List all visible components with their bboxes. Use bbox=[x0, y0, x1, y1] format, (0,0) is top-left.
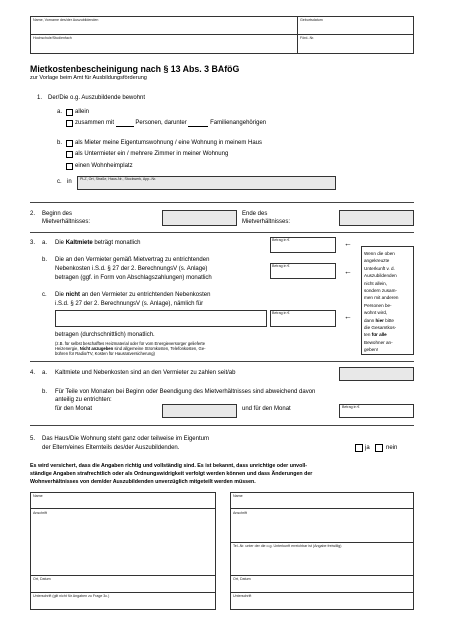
arrow-left-icon: ← bbox=[344, 239, 352, 248]
s3c-label: c. bbox=[42, 292, 47, 298]
utilities-line-2: Nebenkosten i.S.d. § 27 der 2. BerechnungsV (s. Anlage) bbox=[55, 266, 208, 272]
note-post: sind allgemeine Stromkosten, Telefonkosten, Ge- bbox=[114, 346, 206, 351]
other-costs-desc-input[interactable] bbox=[55, 310, 267, 327]
s1c-label: c. bbox=[57, 179, 62, 185]
second-month-amount-label: Betrag in € bbox=[342, 405, 360, 409]
ownership-line-1: Das Haus/Die Wohnung steht ganz oder teilweise im Eigentum bbox=[42, 436, 209, 442]
s1-number: 1. bbox=[37, 95, 43, 101]
other-costs-line-3: betragen (durchschnittlich) monatlich. bbox=[55, 332, 155, 338]
first-month-input[interactable] bbox=[162, 404, 237, 418]
s2-number: 2. bbox=[30, 211, 36, 217]
s1c-in-label: in bbox=[67, 179, 72, 185]
right-signature-label: Unterschrift bbox=[233, 594, 252, 598]
payment-since-input[interactable] bbox=[339, 367, 414, 381]
other-costs-amount-label: Betrag in € bbox=[272, 311, 290, 315]
second-month-label: und für den Monat bbox=[242, 406, 291, 412]
divider-2 bbox=[30, 232, 414, 233]
partial-months-line-1: Für Teile von Monaten bei Beginn oder Beendigung des Mietverhältnisses sind abweichend davon bbox=[55, 389, 316, 395]
ownership-no-label: nein bbox=[386, 445, 398, 451]
left-address-input[interactable] bbox=[31, 516, 215, 574]
cold-rent-amount-label: Betrag in € bbox=[272, 238, 290, 242]
tenant-checkbox[interactable] bbox=[66, 140, 73, 147]
arrow-left-icon: ← bbox=[344, 312, 352, 321]
divider-3 bbox=[30, 361, 414, 362]
payment-since-text: Kaltmiete und Nebenkosten sind an den Vermieter zu zahlen seit/ab bbox=[55, 370, 236, 376]
begin-label-1: Beginn des bbox=[42, 211, 73, 217]
side-note-line: die Gesamtkos- bbox=[364, 325, 397, 331]
other-costs-post: an den Vermieter zu entrichtenden Nebenkosten bbox=[81, 292, 211, 298]
persons-count-input[interactable] bbox=[116, 121, 134, 127]
end-label-2: Mietverhältnisses: bbox=[242, 219, 291, 225]
side-note-line: wohnt wird, bbox=[364, 310, 388, 316]
other-costs-pre: Die bbox=[55, 292, 65, 298]
subtenant-checkbox[interactable] bbox=[66, 151, 73, 158]
right-divider bbox=[230, 575, 414, 576]
note-bold: Nicht anzugeben bbox=[79, 346, 114, 351]
cold-rent-bold: Kaltmiete bbox=[65, 240, 93, 246]
right-address-input[interactable] bbox=[231, 516, 413, 541]
side-note-line-rich: dann hier bitte bbox=[364, 317, 394, 323]
right-date-input[interactable] bbox=[231, 582, 413, 591]
left-signature-input[interactable] bbox=[31, 599, 215, 609]
left-address-label: Anschrift bbox=[33, 511, 47, 515]
right-address-label: Anschrift bbox=[233, 511, 247, 515]
s3-number: 3. bbox=[30, 240, 36, 246]
utilities-line-3: betragen (ggf. in Form von Abschlagszahlungen) monatlich bbox=[55, 275, 212, 281]
birthdate-field-label: Geburtsdatum bbox=[300, 18, 323, 22]
side-note-line: angekreuzte bbox=[364, 258, 390, 264]
side-note-line: nicht allein, bbox=[364, 280, 387, 286]
dorm-checkbox[interactable] bbox=[66, 163, 73, 170]
right-divider bbox=[230, 592, 414, 593]
note-pre: Heizenergie, bbox=[55, 346, 79, 351]
right-signature-input[interactable] bbox=[231, 599, 413, 609]
dorm-label: einen Wohnheimplatz bbox=[75, 163, 133, 169]
left-divider bbox=[30, 508, 216, 509]
left-date-label: Ort, Datum bbox=[33, 577, 51, 581]
s4-number: 4. bbox=[30, 370, 36, 376]
left-signature-label: Unterschrift (gilt nicht für Angaben zu Frage 3c.) bbox=[33, 594, 110, 598]
side-note-line: geben! bbox=[364, 347, 379, 353]
first-month-label: für den Monat bbox=[55, 406, 93, 412]
utilities-line-1: Die an den Vermieter gemäß Mietvertrag zu entrichtenden bbox=[55, 257, 210, 263]
cold-rent-pre: Die bbox=[55, 240, 65, 246]
declaration-line-1: Es wird versichert, dass die Angaben richtig und vollständig sind. Es ist bekannt, dass unrichtige oder unvoll- bbox=[30, 463, 308, 469]
left-name-input[interactable] bbox=[31, 499, 215, 507]
address-field-label: PLZ, Ort, Straße, Haus-Nr., Stockwerk, App.-Nr. bbox=[80, 177, 157, 181]
right-date-label: Ort, Datum bbox=[233, 577, 251, 581]
tenant-label: als Mieter meine Eigentumswohnung / eine Wohnung in meinem Haus bbox=[75, 140, 262, 146]
right-phone-label: Tel.-Nr. unter der die o.g. Unterkunft erreichbar ist (Angabe freiwillig) bbox=[233, 544, 342, 548]
side-note-line: men mit anderen bbox=[364, 295, 399, 301]
school-input[interactable] bbox=[31, 41, 296, 53]
right-name-label: Name bbox=[233, 494, 243, 498]
s1b-label: b. bbox=[57, 140, 63, 146]
left-divider bbox=[30, 575, 216, 576]
ownership-no-checkbox[interactable] bbox=[375, 444, 383, 452]
left-date-input[interactable] bbox=[31, 582, 215, 591]
side-note-line: Bewohner an- bbox=[364, 339, 393, 345]
declaration-line-3: Wohnverhältnisses von dem/der Auszubildenden unverzüglich mitgeteilt werden müssen. bbox=[30, 479, 256, 485]
shared-row bbox=[75, 120, 266, 127]
page-subtitle: zur Vorlage beim Amt für Ausbildungsförderung bbox=[30, 75, 147, 81]
birthdate-input[interactable] bbox=[298, 23, 413, 33]
divider-4 bbox=[30, 425, 414, 426]
shared-label-post: Familienangehörigen bbox=[210, 120, 267, 126]
end-label-1: Ende des bbox=[242, 211, 268, 217]
school-field-label: Hochschule/Studienfach bbox=[33, 36, 72, 40]
other-costs-bold: nicht bbox=[65, 292, 81, 298]
ownership-yes-label: ja bbox=[365, 445, 370, 451]
right-divider bbox=[230, 542, 414, 543]
alone-label: allein bbox=[75, 109, 90, 115]
side-note-line: sondern zusam- bbox=[364, 288, 397, 294]
begin-date-input[interactable] bbox=[162, 210, 237, 226]
ownership-yes-checkbox[interactable] bbox=[355, 444, 363, 452]
s1-heading: Der/Die o.g. Auszubildende bewohnt bbox=[48, 95, 146, 101]
shared-checkbox[interactable] bbox=[66, 120, 73, 127]
funding-number-input[interactable] bbox=[298, 41, 413, 53]
side-note-line: Auszubildenden bbox=[364, 273, 397, 279]
other-costs-line-1 bbox=[55, 292, 210, 299]
ownership-line-2: der Eltern/eines Elternteils des/der Auszubildenden. bbox=[42, 445, 180, 451]
family-count-input[interactable] bbox=[188, 121, 208, 127]
name-field-label: Name, Vorname des/der Auszubildenden bbox=[33, 18, 99, 22]
left-divider bbox=[30, 592, 216, 593]
declaration-line-2: ständige Angaben strafrechtlich oder als Ordnungswidrigkeit verfolgt werden können und dass Änderungen der bbox=[30, 471, 313, 477]
cold-rent-post: beträgt monatlich bbox=[94, 240, 141, 246]
funding-number-label: Förd.-Nr. bbox=[300, 36, 315, 40]
other-costs-note-1: (z.B. für selbst beschafftes Heizmaterial oder für vom Energieversorger gelieferte bbox=[55, 341, 206, 346]
side-note-line: Unterkunft v. d. bbox=[364, 265, 395, 271]
right-divider bbox=[230, 508, 414, 509]
s1a-label: a. bbox=[57, 109, 63, 115]
other-costs-line-2: i.S.d. § 27 der 2. BerechnungsV (s. Anlage), nämlich für bbox=[55, 301, 204, 307]
subtenant-label: als Untermieter ein / mehrere Zimmer in meiner Wohnung bbox=[75, 151, 229, 157]
right-name-input[interactable] bbox=[231, 499, 413, 507]
s4b-label: b. bbox=[42, 389, 48, 395]
divider-1 bbox=[30, 202, 414, 203]
shared-label-pre: zusammen mit bbox=[75, 120, 115, 126]
side-note-line-rich: ten für alle bbox=[364, 332, 387, 338]
arrow-left-icon: ← bbox=[344, 267, 352, 276]
side-note-line: Wenn die oben bbox=[364, 251, 395, 256]
right-phone-input[interactable] bbox=[231, 549, 413, 574]
left-name-label: Name bbox=[33, 494, 43, 498]
side-note-text bbox=[364, 250, 412, 354]
shared-label-mid: Personen, darunter bbox=[135, 120, 187, 126]
s3b-label: b. bbox=[42, 257, 48, 263]
alone-checkbox[interactable] bbox=[66, 109, 73, 116]
begin-label-2: Mietverhältnisses: bbox=[42, 219, 91, 225]
partial-months-line-2: anteilig zu entrichten: bbox=[55, 397, 112, 403]
side-note-emphasis: für alle bbox=[371, 332, 387, 338]
other-costs-note-3: bühren für Radio/TV, Kosten für Hausratversicherung) bbox=[55, 351, 155, 356]
name-input[interactable] bbox=[31, 23, 296, 33]
page-title: Mietkostenbescheinigung nach § 13 Abs. 3 BAföG bbox=[30, 64, 240, 74]
end-date-input[interactable] bbox=[339, 210, 414, 226]
cold-rent-text bbox=[55, 240, 140, 247]
s5-number: 5. bbox=[30, 436, 36, 442]
utilities-amount-label: Betrag in € bbox=[272, 264, 290, 268]
s4a-label: a. bbox=[42, 370, 48, 376]
s3a-label: a. bbox=[42, 240, 48, 246]
header-divider-h bbox=[30, 34, 414, 35]
side-note-emphasis: hier bbox=[375, 317, 384, 323]
side-note-line: Personen be- bbox=[364, 302, 392, 308]
